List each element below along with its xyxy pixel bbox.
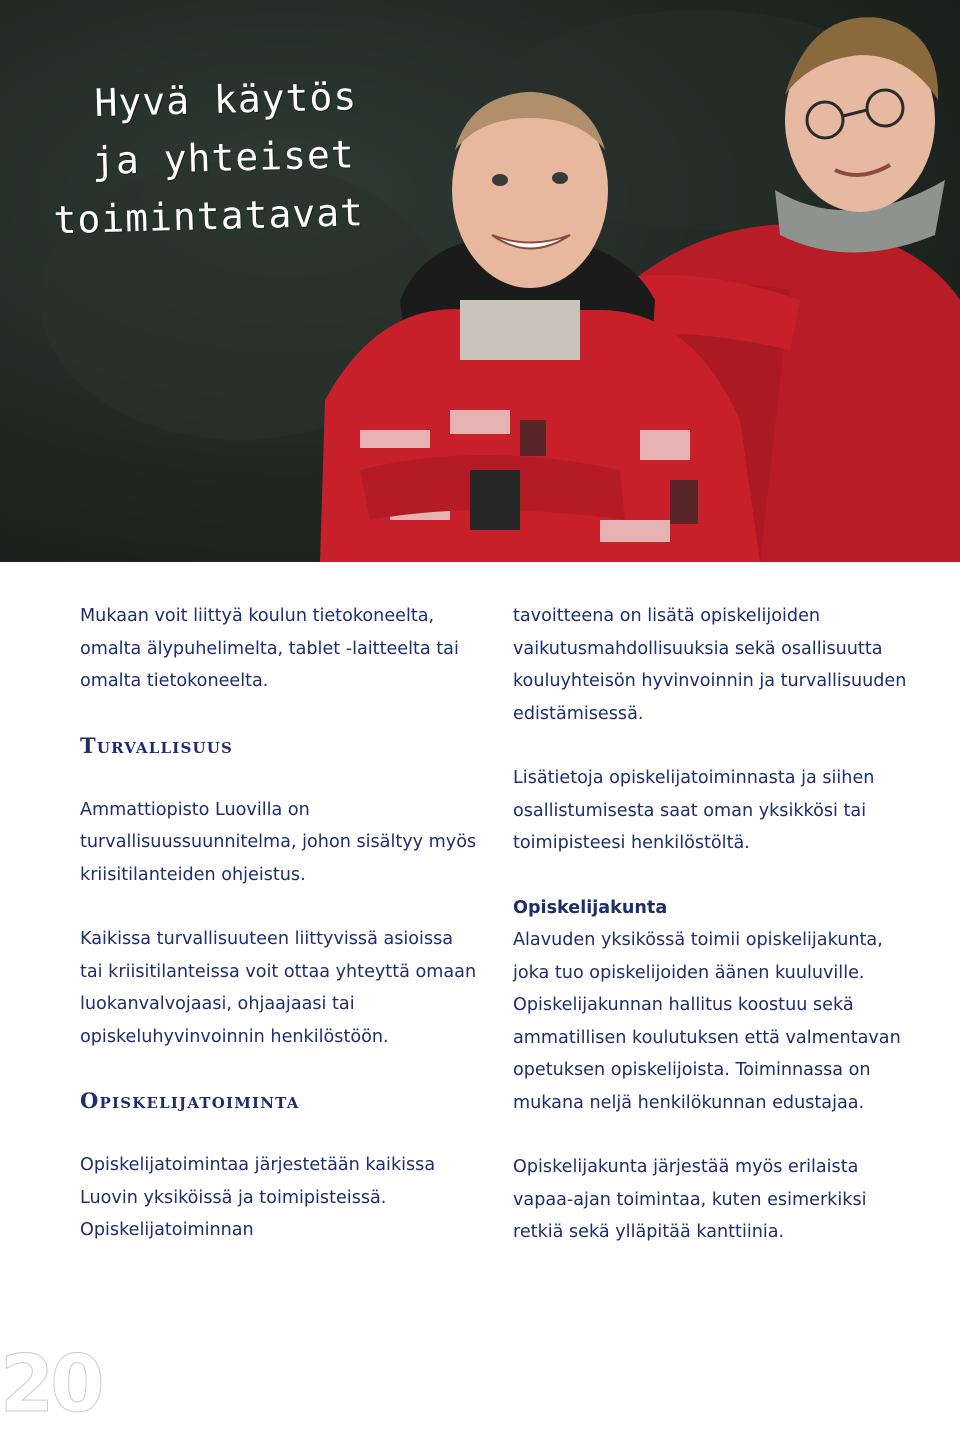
union-section <box>513 892 913 1120</box>
safety-paragraph-2: Kaikissa turvallisuuteen liittyvissä asioissa tai kriisitilanteissa voit ottaa yhteyttä omaan luokanvalvojaasi, ohjaajaasi tai opiskeluhyvinvoinnin henkilöstöön. <box>80 929 477 1047</box>
heading-student-activity: Opiskelijatoiminta <box>80 1088 300 1113</box>
activity-paragraph-1: Opiskelijatoimintaa järjestetään kaikissa Luovin yksiköissä ja toimipisteissä. Opiskelijatoiminnan <box>80 1155 436 1240</box>
title-line-2: ja yhteiset <box>91 132 356 184</box>
page-title <box>50 65 454 249</box>
safety-paragraph-1: Ammattiopisto Luovilla on turvallisuussuunnitelma, johon sisältyy myös kriisitilanteiden ohjeistus. <box>80 799 477 885</box>
heading-safety: Turvallisuus <box>80 732 234 758</box>
activity-paragraph-2: tavoitteena on lisätä opiskelijoiden vaikutusmahdollisuuksia sekä osallisuutta kouluyhteisön hyvinvoinnin ja turvallisuuden edistämisessä. <box>513 606 907 724</box>
title-line-1: Hyvä käytös <box>93 74 358 126</box>
left-column <box>80 600 480 1247</box>
union-paragraph-2: Opiskelijakunta järjestää myös erilaista vapaa-ajan toimintaa, kuten esimerkiksi retkiä sekä ylläpitää kanttiinia. <box>513 1157 867 1242</box>
title-line-3: toimintatavat <box>53 190 365 243</box>
activity-paragraph-3: Lisätietoja opiskelijatoiminnasta ja siihen osallistumisesta saat oman yksikkösi tai toimipisteesi henkilöstöltä. <box>513 768 875 853</box>
heading-student-union: Opiskelijakunta <box>513 897 668 918</box>
intro-paragraph: Mukaan voit liittyä koulun tietokoneelta, omalta älypuhelimelta, tablet -laitteelta tai omalta tietokoneelta. <box>80 606 459 691</box>
page-number: 20 <box>0 1340 101 1430</box>
right-column <box>513 600 913 1249</box>
hero-photo <box>0 0 960 562</box>
union-paragraph-1: Alavuden yksikössä toimii opiskelijakunta, joka tuo opiskelijoiden äänen kuuluville. Opiskelijakunnan hallitus koostuu sekä ammatillisen koulutuksen että valmentavan opetuksen opiskelijoista. Toiminnassa on mukana neljä henkilökunnan edustajaa. <box>513 930 901 1113</box>
